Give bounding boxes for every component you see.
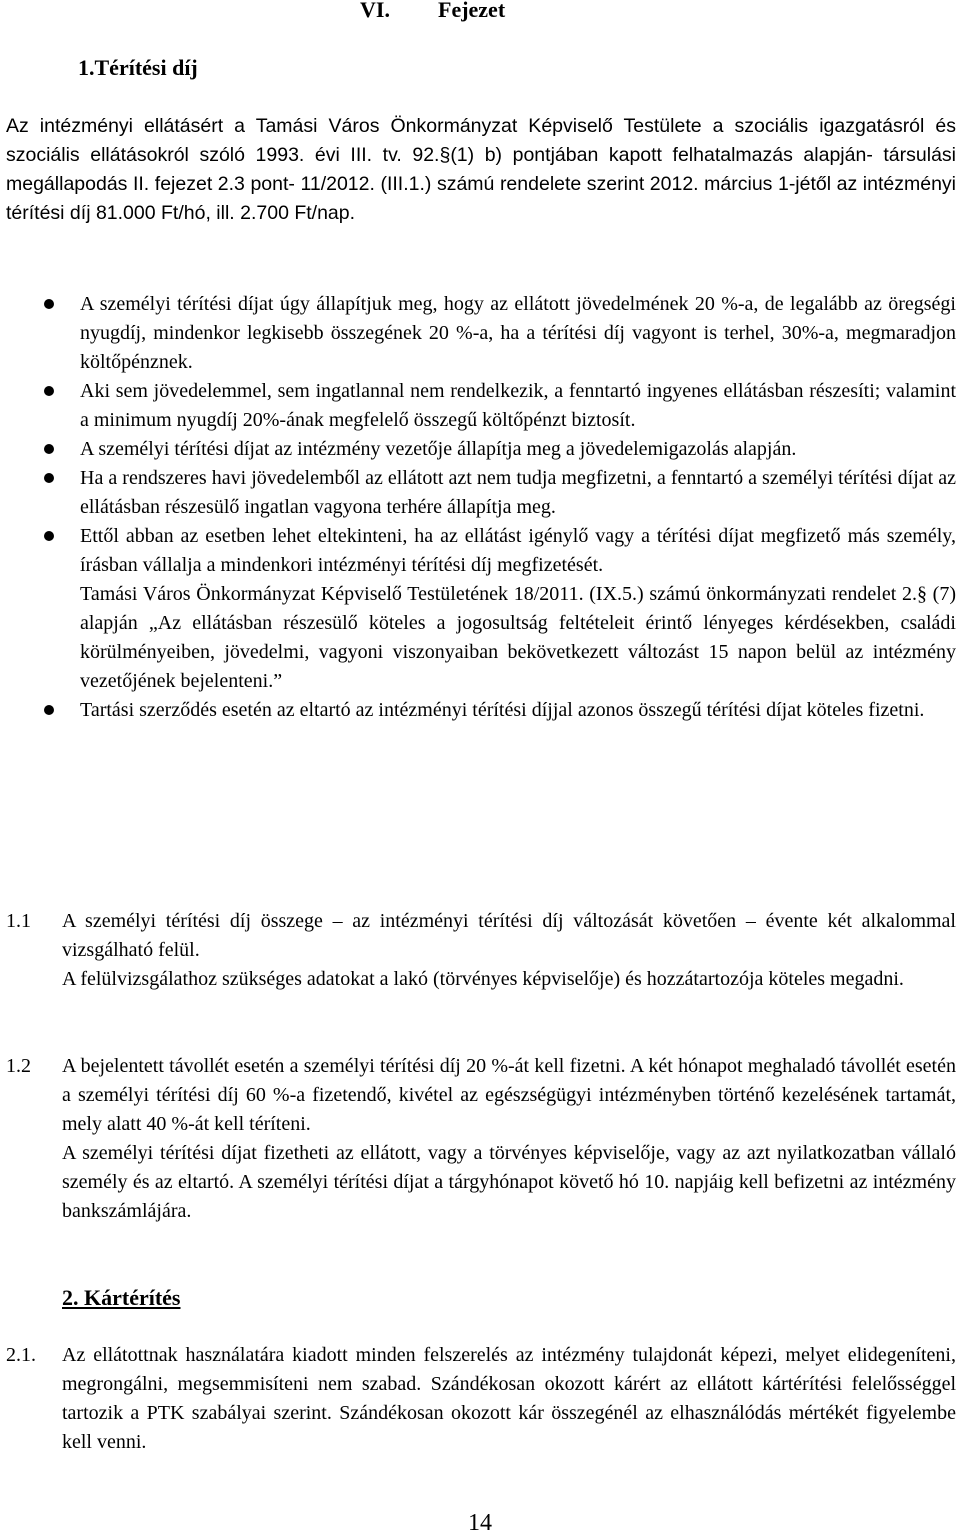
bullet-text: A személyi térítési díjat úgy állapítjuk meg, hogy az ellátott jövedelmének 20 %-a, de legalább az öregségi nyugdíj, mindenkor legkisebb összegének 20 %-a, ha a térítési díj vagyont is terhel, 30%-a, megmaradjon költőpénznek. [80, 293, 956, 373]
bullet-text: Ettől abban az esetben lehet eltekinteni, ha az ellátást igénylő vagy a térítési díjat megfizető más személy, írásban vállalja a mindenkori intézményi térítési díj megfizetését. [80, 525, 956, 576]
subsection-paragraph: A személyi térítési díjat fizetheti az ellátott, vagy a törvényes képviselője, vagy az azt nyilatkozatban vállaló személy és az eltartó. A személyi térítési díjat a tárgyhónapot követő hó 10. napjáig kell befizetni az intézmény bankszámlájára. [62, 1142, 956, 1222]
bullet-item [0, 522, 960, 696]
bullet-icon [44, 386, 54, 396]
subsection-number: 1.2 [6, 1055, 31, 1077]
bullet-list [0, 290, 960, 725]
bullet-icon [44, 705, 54, 715]
bullet-icon [44, 473, 54, 483]
page-number: 14 [468, 1510, 492, 1536]
bullet-text: Tartási szerződés esetén az eltartó az intézményi térítési díjjal azonos összegű térítési díjat köteles fizetni. [80, 699, 925, 721]
subsection-number: 2.1. [6, 1344, 36, 1366]
bullet-icon [44, 444, 54, 454]
bullet-text: Ha a rendszeres havi jövedelemből az ellátott azt nem tudja megfizetni, a fenntartó a személyi térítési díjat az ellátásban részesülő ingatlan vagyona terhére állapítja meg. [80, 467, 956, 518]
subsection-body [62, 907, 956, 994]
bullet-icon [44, 531, 54, 541]
chapter-word: Fejezet [438, 0, 506, 22]
intro-paragraph: Az intézményi ellátásért a Tamási Város Önkormányzat Képviselő Testülete a szociális igazgatásról és szociális ellátásokról szóló 1993. évi III. tv. 92.§(1) b) pontjában kapott felhatalmazás alapján- társulási megállapodás II. fejezet 2.3 pont- 11/2012. (III.1.) számú rendelete szerint 2012. március 1-jétől az intézményi térítési díj 81.000 Ft/hó, ill. 2.700 Ft/nap. [6, 115, 956, 224]
bullet-text: A személyi térítési díjat az intézmény vezetője állapítja meg a jövedelemigazolás alapján. [80, 438, 797, 460]
bullet-item [0, 377, 960, 435]
bullet-continuation: Tamási Város Önkormányzat Képviselő Testületének 18/2011. (IX.5.) számú önkormányzati rendelet 2.§ (7) alapján „Az ellátásban részesülő köteles a jogosultság feltételeit érintő lényeges kérdésekben, családi körülményeiben, jövedelmi, vagyoni viszonyaiban bekövetkezett változást 15 napon belül az intézmény vezetőjének bejelenteni.” [80, 583, 956, 692]
subsection-paragraph: A bejelentett távollét esetén a személyi térítési díj 20 %-át kell fizetni. A két hónapot meghaladó távollét esetén a személyi térítési díj 60 %-a fizetendő, kivétel az egészségügyi intézményben történő kezelésének tartamát, mely alatt 40 %-át kell téríteni. [62, 1055, 956, 1135]
bullet-item [0, 464, 960, 522]
subsection-1-2 [0, 1052, 960, 1226]
bullet-item [0, 290, 960, 377]
subsection-2-1 [0, 1341, 960, 1457]
subsection-paragraph: A felülvizsgálathoz szükséges adatokat a lakó (törvényes képviselője) és hozzátartozója köteles megadni. [62, 968, 904, 990]
bullet-icon [44, 299, 54, 309]
subsection-1-1 [0, 907, 960, 994]
chapter-number: VI. [360, 0, 390, 22]
subsection-number: 1.1 [6, 910, 31, 932]
bullet-item [0, 696, 960, 725]
section-heading-1: 1.Térítési díj [78, 55, 198, 80]
subsection-body [62, 1341, 956, 1457]
bullet-text: Aki sem jövedelemmel, sem ingatlannal nem rendelkezik, a fenntartó ingyenes ellátásban részesíti; valamint a minimum nyugdíj 20%-ának megfelelő összegű költőpénzt biztosít. [80, 380, 956, 431]
subsection-body [62, 1052, 956, 1226]
subsection-paragraph: Az ellátottnak használatára kiadott minden felszerelés az intézmény tulajdonát képezi, melyet elidegeníteni, megrongálni, megsemmisíteni nem szabad. Szándékosan okozott kárért az ellátott kártérítési felelősséggel tartozik a PTK szabályai szerint. Szándékosan okozott kár összegénél az elhasználódás mértékét figyelembe kell venni. [62, 1344, 956, 1453]
subsection-paragraph: A személyi térítési díj összege – az intézményi térítési díj változását követően – évente két alkalommal vizsgálható felül. [62, 910, 956, 961]
bullet-item [0, 435, 960, 464]
section-heading-2: 2. Kártérítés [62, 1285, 181, 1310]
